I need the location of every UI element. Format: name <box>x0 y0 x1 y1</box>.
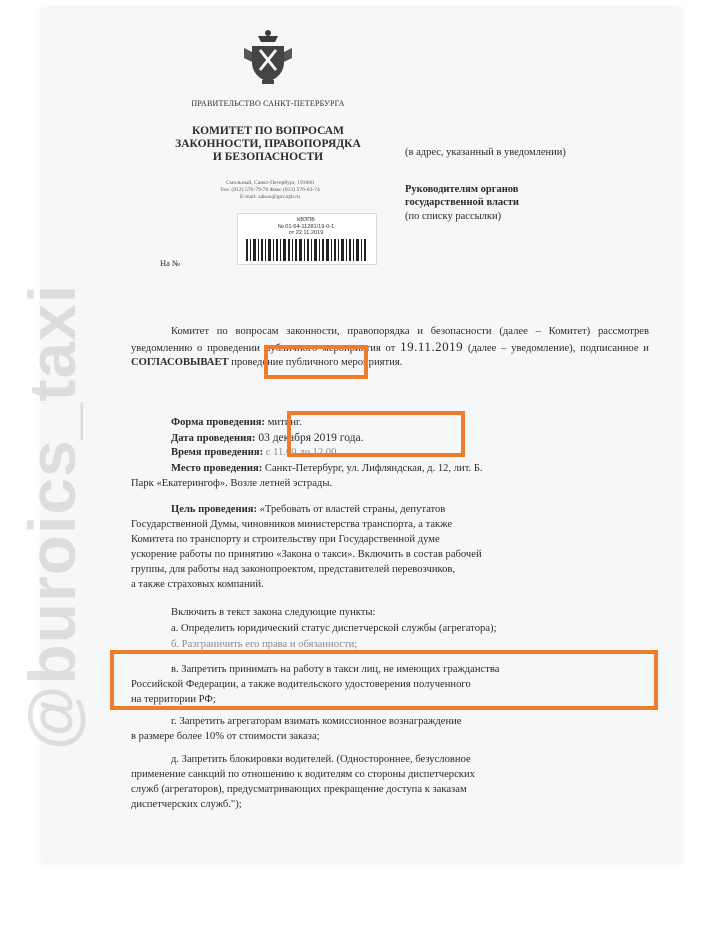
reference-number-label: На № <box>160 258 181 268</box>
place-line: Место проведения: Санкт-Петербург, ул. Лифляндская, д. 12, лит. Б. <box>171 463 483 474</box>
time-line: Время проведения: с 11.00 до 12.00. <box>171 447 340 458</box>
highlight-notice-date <box>264 345 368 379</box>
barcode-icon <box>246 239 366 261</box>
item-d-line-1: д. Запретить блокировки водителей. (Одностороннее, безусловное <box>171 754 471 765</box>
government-name: ПРАВИТЕЛЬСТВО САНКТ-ПЕТЕРБУРГА <box>191 99 345 108</box>
item-a: а. Определить юридический статус диспетчерской службы (агрегатора); <box>171 623 497 634</box>
committee-name: КОМИТЕТ ПО ВОПРОСАМ ЗАКОННОСТИ, ПРАВОПОРЯДКА И БЕЗОПАСНОСТИ <box>175 125 361 163</box>
registration-number: КВЗПБ № 01-64-11281/19-0-1 от 22.11.2019 <box>277 217 335 236</box>
goal-line-3: Комитета по транспорту и строительству при Государственной думе <box>131 534 440 545</box>
item-v-line-3: на территории РФ; <box>131 694 216 705</box>
item-v-line-1: в. Запретить принимать на работу в такси лиц, не имеющих гражданства <box>171 664 500 675</box>
item-v-line-2: Российской Федерации, а также водительского удостоверения полученного <box>131 679 471 690</box>
place-line-2: Парк «Екатерингоф». Возле летней эстрады. <box>131 478 333 489</box>
item-b: б. Разграничить его права и обязанности; <box>171 639 358 650</box>
contact-info: Смольный, Санкт-Петербург, 191060 Тел. (812) 576-79-70 Факс (812) 576-63-74 E-mail: zakon@gov.spb.ru <box>220 180 320 201</box>
notice-date: 19.11.2019 <box>400 338 464 354</box>
goal-line-1: Цель проведения: «Требовать от властей страны, депутатов <box>171 504 446 515</box>
highlight-event-date <box>287 411 465 457</box>
goal-line-4: ускорение работы по принятию «Закона о такси». Включить в состав рабочей <box>131 549 482 560</box>
coat-of-arms-icon <box>240 28 296 88</box>
addressee-note: (в адрес, указанный в уведомлении) <box>405 147 566 158</box>
goal-line-5: группы, для работы над законопроектом, представителей перевозчиков, <box>131 564 456 575</box>
decision-paragraph: Комитет по вопросам законности, правопорядка и безопасности (далее – Комитет) рассмотрев уведомлению о проведении публичного мероприятия от 19.11.2019 (далее – уведомление), подписанное и СОГЛАСОВЫВАЕТ проведение публичного мероприятия. <box>131 326 649 368</box>
item-d-line-4: диспетчерских служб."); <box>131 799 242 810</box>
goal-line-6: а также страховых компаний. <box>131 579 264 590</box>
date-line: Дата проведения: 03 декабря 2019 года. <box>171 432 364 444</box>
goal-line-2: Государственной Думы, чиновников министерства транспорта, а также <box>131 519 453 530</box>
agreement-word: СОГЛАСОВЫВАЕТ <box>131 357 229 368</box>
highlight-item-v <box>110 650 658 710</box>
item-d-line-2: применение санкций по отношению к водителям со стороны диспетчерских <box>131 769 475 780</box>
item-d-line-3: служб (агрегаторов), предусматривающих прекращение доступа к заказам <box>131 784 467 795</box>
item-g-line-1: г. Запретить агрегаторам взимать комиссионное вознаграждение <box>171 716 462 727</box>
include-intro: Включить в текст закона следующие пункты: <box>171 607 376 618</box>
addressee-title: Руководителям органов государственной власти <box>405 184 519 208</box>
form-line: Форма проведения: митинг. <box>171 417 302 428</box>
watermark-text: @buroics_taxi <box>15 283 89 750</box>
item-g-line-2: в размере более 10% от стоимости заказа; <box>131 731 320 742</box>
addressee-list: (по списку рассылки) <box>405 211 502 222</box>
